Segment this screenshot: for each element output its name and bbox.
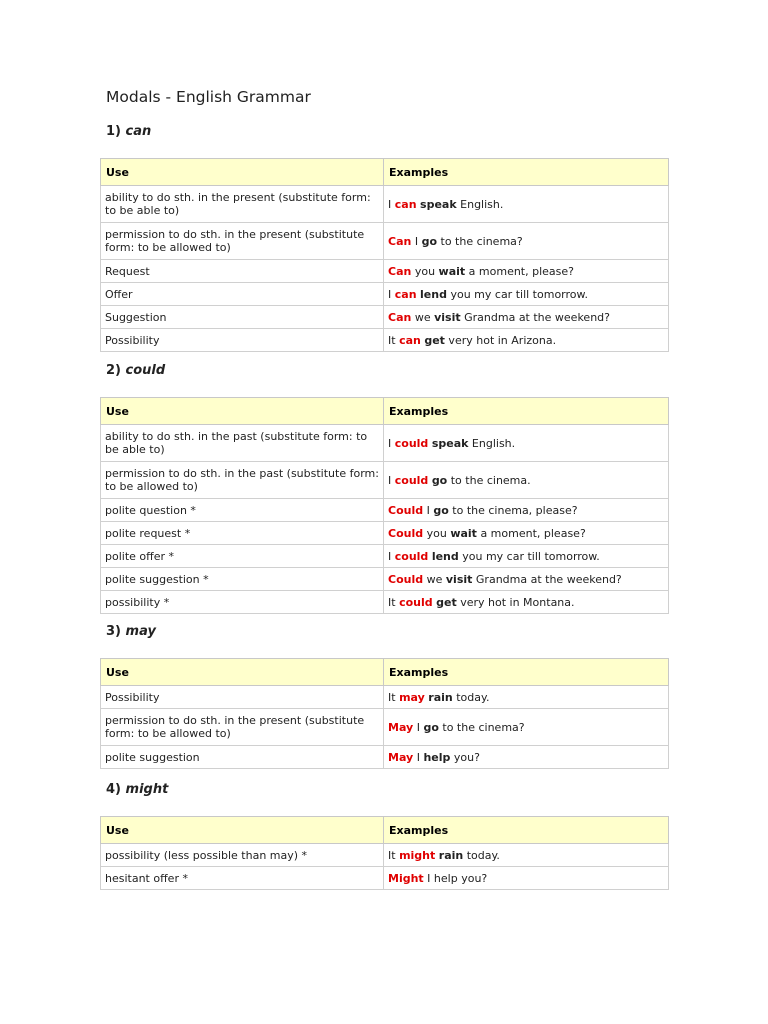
example-modal: may xyxy=(399,690,425,704)
example-verb: rain xyxy=(438,848,464,862)
page-title: Modals - English Grammar xyxy=(106,88,311,106)
example-text: you? xyxy=(450,750,480,764)
table-row xyxy=(101,709,669,746)
section-number: 2) xyxy=(106,363,121,378)
example-modal: can xyxy=(394,287,417,301)
example-modal: could xyxy=(394,473,429,487)
example-text: today. xyxy=(463,848,500,862)
table-row xyxy=(101,260,669,283)
table-could xyxy=(100,397,669,614)
example-text: I xyxy=(388,473,395,487)
example-text: you my car till tomorrow. xyxy=(458,549,600,563)
example-text: I xyxy=(388,549,395,563)
use-cell: polite suggestion xyxy=(101,746,384,769)
use-cell: polite suggestion * xyxy=(101,568,384,591)
example-modal: Might xyxy=(388,871,424,885)
use-cell: permission to do sth. in the past (substitute form: to be allowed to) xyxy=(101,462,384,499)
section-number: 4) xyxy=(106,782,121,797)
example-cell xyxy=(384,844,669,867)
section-modal: can xyxy=(125,124,152,139)
example-verb: wait xyxy=(438,264,466,278)
example-text: you my car till tomorrow. xyxy=(446,287,588,301)
section-title-could xyxy=(106,363,165,378)
example-verb: help xyxy=(423,750,451,764)
example-verb: go xyxy=(433,503,449,517)
table-row xyxy=(101,568,669,591)
section-modal: may xyxy=(125,624,156,639)
section-title-might xyxy=(106,782,168,797)
example-text: you xyxy=(411,264,439,278)
use-cell: permission to do sth. in the present (substitute form: to be allowed to) xyxy=(101,709,384,746)
example-cell xyxy=(384,746,669,769)
table-header-row xyxy=(101,159,669,186)
use-cell: hesitant offer * xyxy=(101,867,384,890)
header-use: Use xyxy=(101,817,384,844)
example-cell xyxy=(384,462,669,499)
example-verb: wait xyxy=(450,526,477,540)
example-text: you xyxy=(423,526,451,540)
example-text: Grandma at the weekend? xyxy=(472,572,622,586)
use-cell: possibility (less possible than may) * xyxy=(101,844,384,867)
example-cell xyxy=(384,425,669,462)
table-header-row xyxy=(101,398,669,425)
example-text: I xyxy=(388,436,395,450)
example-verb: get xyxy=(436,595,457,609)
table-may xyxy=(100,658,669,769)
table-row xyxy=(101,306,669,329)
example-text: English. xyxy=(456,197,504,211)
table-body xyxy=(101,186,669,352)
header-examples: Examples xyxy=(384,398,669,425)
example-text: very hot in Montana. xyxy=(456,595,575,609)
example-text: very hot in Arizona. xyxy=(444,333,557,347)
example-modal: Could xyxy=(388,572,424,586)
use-cell: polite request * xyxy=(101,522,384,545)
use-cell: Possibility xyxy=(101,686,384,709)
example-text: to the cinema. xyxy=(447,473,531,487)
example-modal: might xyxy=(399,848,436,862)
example-modal: May xyxy=(388,720,414,734)
example-cell xyxy=(384,329,669,352)
example-modal: May xyxy=(388,750,414,764)
example-modal: could xyxy=(394,436,429,450)
example-modal: Can xyxy=(388,264,412,278)
example-modal: Could xyxy=(388,503,424,517)
example-verb: speak xyxy=(431,436,469,450)
example-text: to the cinema? xyxy=(438,720,525,734)
example-cell xyxy=(384,186,669,223)
example-cell xyxy=(384,686,669,709)
table-row xyxy=(101,329,669,352)
table-might xyxy=(100,816,669,890)
example-verb: go xyxy=(423,720,439,734)
example-cell xyxy=(384,260,669,283)
example-text: a moment, please? xyxy=(476,526,586,540)
example-verb: lend xyxy=(420,287,447,301)
header-use: Use xyxy=(101,398,384,425)
example-cell xyxy=(384,545,669,568)
example-text: we xyxy=(411,310,435,324)
header-use: Use xyxy=(101,659,384,686)
use-cell: possibility * xyxy=(101,591,384,614)
header-examples: Examples xyxy=(384,659,669,686)
example-verb: rain xyxy=(428,690,453,704)
table-body xyxy=(101,686,669,769)
example-text: I xyxy=(413,750,424,764)
example-cell xyxy=(384,709,669,746)
example-cell xyxy=(384,568,669,591)
section-modal: might xyxy=(125,782,169,797)
table-row xyxy=(101,223,669,260)
header-use: Use xyxy=(101,159,384,186)
example-text: It xyxy=(388,333,400,347)
table-row xyxy=(101,283,669,306)
example-cell xyxy=(384,591,669,614)
example-text: a moment, please? xyxy=(465,264,574,278)
section-modal: could xyxy=(125,363,166,378)
example-cell xyxy=(384,499,669,522)
example-text: I xyxy=(423,503,434,517)
example-verb: go xyxy=(431,473,448,487)
example-modal: Can xyxy=(388,234,412,248)
example-text: It xyxy=(388,848,400,862)
example-text: It xyxy=(388,595,400,609)
example-text: we xyxy=(423,572,446,586)
header-examples: Examples xyxy=(384,159,669,186)
example-verb: get xyxy=(424,333,445,347)
example-cell xyxy=(384,223,669,260)
example-cell xyxy=(384,283,669,306)
example-modal: Can xyxy=(388,310,412,324)
table-can xyxy=(100,158,669,352)
example-verb: visit xyxy=(445,572,473,586)
section-title-can xyxy=(106,124,151,139)
table-row xyxy=(101,186,669,223)
example-modal: could xyxy=(394,549,429,563)
use-cell: Suggestion xyxy=(101,306,384,329)
table-row xyxy=(101,499,669,522)
example-verb: lend xyxy=(431,549,459,563)
table-body xyxy=(101,844,669,890)
example-text: I xyxy=(411,234,422,248)
table-row xyxy=(101,746,669,769)
example-cell xyxy=(384,867,669,890)
table-row xyxy=(101,425,669,462)
example-text: I xyxy=(413,720,424,734)
example-text: I help you? xyxy=(423,871,488,885)
table-row xyxy=(101,522,669,545)
section-number: 3) xyxy=(106,624,121,639)
section-title-may xyxy=(106,624,156,639)
table-row xyxy=(101,686,669,709)
example-text: Grandma at the weekend? xyxy=(460,310,610,324)
table-row xyxy=(101,867,669,890)
use-cell: polite offer * xyxy=(101,545,384,568)
use-cell: polite question * xyxy=(101,499,384,522)
header-examples: Examples xyxy=(384,817,669,844)
example-verb: speak xyxy=(420,197,457,211)
table-body xyxy=(101,425,669,614)
example-text: to the cinema? xyxy=(437,234,523,248)
use-cell: Offer xyxy=(101,283,384,306)
use-cell: permission to do sth. in the present (substitute form: to be allowed to) xyxy=(101,223,384,260)
table-row xyxy=(101,462,669,499)
table-header-row xyxy=(101,659,669,686)
example-modal: Could xyxy=(388,526,424,540)
example-cell xyxy=(384,306,669,329)
section-number: 1) xyxy=(106,124,121,139)
example-modal: could xyxy=(399,595,433,609)
use-cell: ability to do sth. in the past (substitute form: to be able to) xyxy=(101,425,384,462)
example-text: I xyxy=(388,197,395,211)
example-text: to the cinema, please? xyxy=(448,503,578,517)
example-text: I xyxy=(388,287,395,301)
example-verb: visit xyxy=(434,310,461,324)
table-row xyxy=(101,591,669,614)
example-text: today. xyxy=(452,690,490,704)
table-header-row xyxy=(101,817,669,844)
table-row xyxy=(101,545,669,568)
example-verb: go xyxy=(421,234,438,248)
use-cell: Possibility xyxy=(101,329,384,352)
example-modal: can xyxy=(394,197,417,211)
example-text: It xyxy=(388,690,400,704)
use-cell: ability to do sth. in the present (substitute form: to be able to) xyxy=(101,186,384,223)
example-modal: can xyxy=(399,333,421,347)
example-text: English. xyxy=(468,436,516,450)
table-row xyxy=(101,844,669,867)
example-cell xyxy=(384,522,669,545)
use-cell: Request xyxy=(101,260,384,283)
